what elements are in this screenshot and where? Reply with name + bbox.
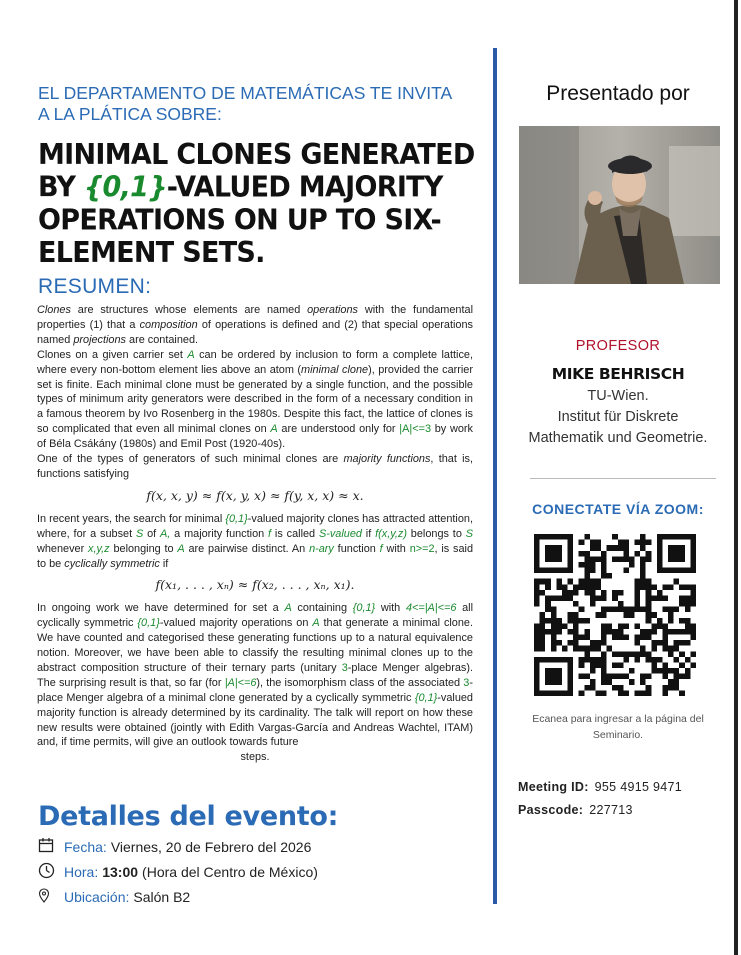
meeting-id-label: Meeting ID:: [518, 780, 589, 794]
term-composition: composition: [139, 318, 198, 331]
text-run: are understood only for: [277, 423, 400, 436]
math-f: f: [379, 542, 383, 555]
date-value: Viernes, 20 de Febrero del 2026: [110, 838, 312, 855]
math-a: A: [187, 348, 195, 361]
zoom-qr-code[interactable]: [534, 534, 696, 696]
text-run: -valued majority operations on: [159, 617, 313, 630]
text-run: a majority function: [170, 527, 269, 540]
text-run: One of the types of generators of such minimal clones are: [37, 453, 344, 466]
math-s: S: [465, 527, 474, 540]
speaker-affiliation: [506, 386, 730, 449]
event-details-heading: Detalles del evento:: [38, 801, 339, 832]
passcode-label: Passcode:: [518, 803, 584, 817]
abstract-heading: RESUMEN:: [38, 275, 152, 298]
text-run: with: [375, 602, 406, 615]
math-bound: 4<=|A|<=6: [405, 602, 457, 615]
text-run: whenever: [37, 542, 89, 555]
text-run: , is said to be: [37, 542, 474, 570]
time-bold: 13:00: [102, 864, 139, 880]
term-cyclically-symmetric: cyclically symmetric: [64, 557, 160, 570]
text-run: function: [333, 542, 380, 555]
speaker-role: PROFESOR: [575, 338, 661, 354]
clock-icon: [38, 862, 58, 882]
math-set: {0,1}: [225, 512, 248, 525]
text-run: ), provided the carrier set is finite. Each minimal clone must be generated by a single function, and the possible types of minimum arity generators were described in the form of a necessary condition in a famous theorem by Ivo Rosenberg in the 1980s. Despite this fact, the lattice of clones is so complicated that even all minimal clones on: [37, 363, 473, 436]
talk-title: [38, 139, 478, 269]
math-set: {0,1}: [137, 617, 160, 630]
meeting-id-value[interactable]: 955 4915 9471: [594, 780, 682, 794]
abstract-paragraph-1: [37, 303, 473, 348]
term-s-valued: S-valued: [318, 527, 362, 540]
math-set: {0,1}: [352, 602, 376, 615]
term-clones: Clones: [37, 304, 71, 316]
math-set: {0,1}: [414, 691, 438, 704]
text-run: -valued majority clones has attracted attention, where, for a subset: [37, 512, 473, 540]
math-a: A: [312, 617, 320, 630]
affiliation-line-1: TU-Wien.: [587, 388, 649, 404]
text-run: are pairwise distinct. An: [184, 542, 310, 555]
affiliation-line-3: Mathematik und Geometrie.: [528, 430, 708, 446]
location-value: Salón B2: [133, 889, 191, 905]
term-projections: projections: [73, 333, 126, 346]
text-run: with the fundamental properties (1) that a: [37, 304, 473, 331]
event-date: [38, 837, 311, 856]
equation-cyclic: f(x₁, . . . , xₙ) ≈ f(x₂, . . . , xₙ, x₁).: [155, 577, 355, 593]
affiliation-line-2: Institut für Diskrete: [557, 409, 679, 425]
text-run: by work of Béla Csákány (1980s) and Emil Post (1920-40s).: [37, 423, 473, 451]
location-pin-icon: [38, 888, 58, 906]
text-run: can be ordered by inclusion to form a complete lattice, where every non-bottom element lies above an atom (: [37, 348, 473, 376]
column-divider: [493, 48, 497, 904]
scan-instruction: Ecanea para ingresar a la página del Seminario.: [532, 713, 704, 741]
math-three: 3: [463, 676, 470, 689]
text-run: -place Menger algebra of a minimal clone generated by a cyclically symmetric: [37, 676, 473, 704]
text-run: In recent years, the search for minimal: [37, 512, 226, 525]
text-run: -place Menger algebras). The surprising result is that, so far (for: [37, 661, 473, 689]
date-label: Fecha:: [64, 838, 107, 855]
math-a: A: [284, 602, 292, 615]
math-three: 3: [341, 661, 348, 674]
text-run: are structures whose elements are named: [70, 304, 308, 316]
text-run: that generate a minimal clone. We have counted and categorised these generating functions up to a natural equivalence notion. Moreover, we have been able to classify the resulting minimal clones up to the abstract composition structure of their ternary parts (unitary: [37, 617, 473, 674]
text-run: -valued majority function is already determined by its cardinality. The talk will report on how these new results were obtained (jointly with Edith Vargas-García and Andreas Wachtel, ITAM) and, if time permits, will give an outlook towards future: [37, 691, 473, 749]
math-f: f: [268, 527, 272, 540]
text-run: , that is, functions satisfying: [37, 453, 473, 480]
title-part-1: MINIMAL CLONES GENERATED BY: [38, 139, 475, 205]
term-n-ary: n-ary: [309, 542, 334, 555]
event-location: [38, 888, 190, 906]
passcode-value[interactable]: 227713: [589, 803, 633, 817]
math-fxyz: f(x,y,z): [375, 527, 407, 540]
term-majority-functions: majority functions: [343, 453, 431, 466]
math-a: A,: [160, 527, 171, 540]
text-run: is called: [271, 527, 319, 540]
zoom-heading: CONECTATE VÍA ZOOM:: [532, 501, 704, 517]
meeting-id: [518, 780, 682, 794]
abstract-paragraph-3: [37, 452, 473, 482]
text-run: belonging to: [109, 542, 178, 555]
separator-line: [530, 478, 716, 479]
abstract-last-line: steps.: [240, 751, 270, 764]
text-run: Clones on a given carrier set: [37, 348, 188, 361]
abstract-paragraph-4: [37, 512, 473, 572]
text-run: with: [382, 542, 410, 555]
text-run: of operations is defined and (2) that special operations named: [37, 318, 473, 346]
department-invite: EL DEPARTAMENTO DE MATEMÁTICAS TE INVITA A LA PLÁTICA SOBRE:: [38, 83, 452, 124]
math-xyz: x,y,z: [88, 542, 110, 555]
math-a: A: [177, 542, 185, 555]
abstract-paragraph-2: [37, 348, 473, 452]
text-run: of: [143, 527, 161, 540]
math-a: A: [270, 423, 278, 436]
event-time: [38, 862, 318, 882]
location-label: Ubicación:: [64, 889, 130, 905]
math-s: S: [135, 527, 144, 540]
text-run: ), the isomorphism class of the associated: [256, 676, 464, 689]
equation-majority: f(x, x, y) ≈ f(x, y, x) ≈ f(y, x, x) ≈ x.: [146, 487, 364, 503]
abstract-body: [37, 303, 473, 765]
abstract-paragraph-5: [37, 601, 473, 750]
term-minimal-clone: minimal clone: [301, 363, 369, 376]
page-edge-rule: [734, 0, 738, 955]
text-run: are contained.: [126, 333, 199, 346]
time-label: Hora:: [64, 864, 99, 880]
speaker-photo: [519, 126, 720, 284]
text-run: belongs to: [406, 527, 466, 540]
text-run: if: [159, 557, 169, 570]
text-run: In ongoing work we have determined for set a: [37, 602, 285, 615]
speaker-name: MIKE BEHRISCH: [551, 365, 685, 383]
calendar-icon: [38, 837, 58, 856]
text-run: if: [361, 527, 376, 540]
math-bound: |A|<=3: [399, 423, 431, 436]
term-operations: operations: [307, 304, 358, 316]
presented-by: Presentado por: [546, 82, 690, 105]
passcode: [518, 803, 633, 817]
text-run: containing: [291, 602, 353, 615]
title-highlight: {0,1}: [83, 171, 167, 205]
math-bound: |A|<=6: [224, 676, 257, 689]
time-value: (Hora del Centro de México): [142, 864, 318, 880]
math-n-bound: n>=2: [409, 542, 435, 555]
title-part-2: -VALUED MAJORITY OPERATIONS ON UP TO SIX-ELEMENT SETS.: [38, 171, 443, 270]
text-run: all cyclically symmetric: [37, 602, 474, 630]
